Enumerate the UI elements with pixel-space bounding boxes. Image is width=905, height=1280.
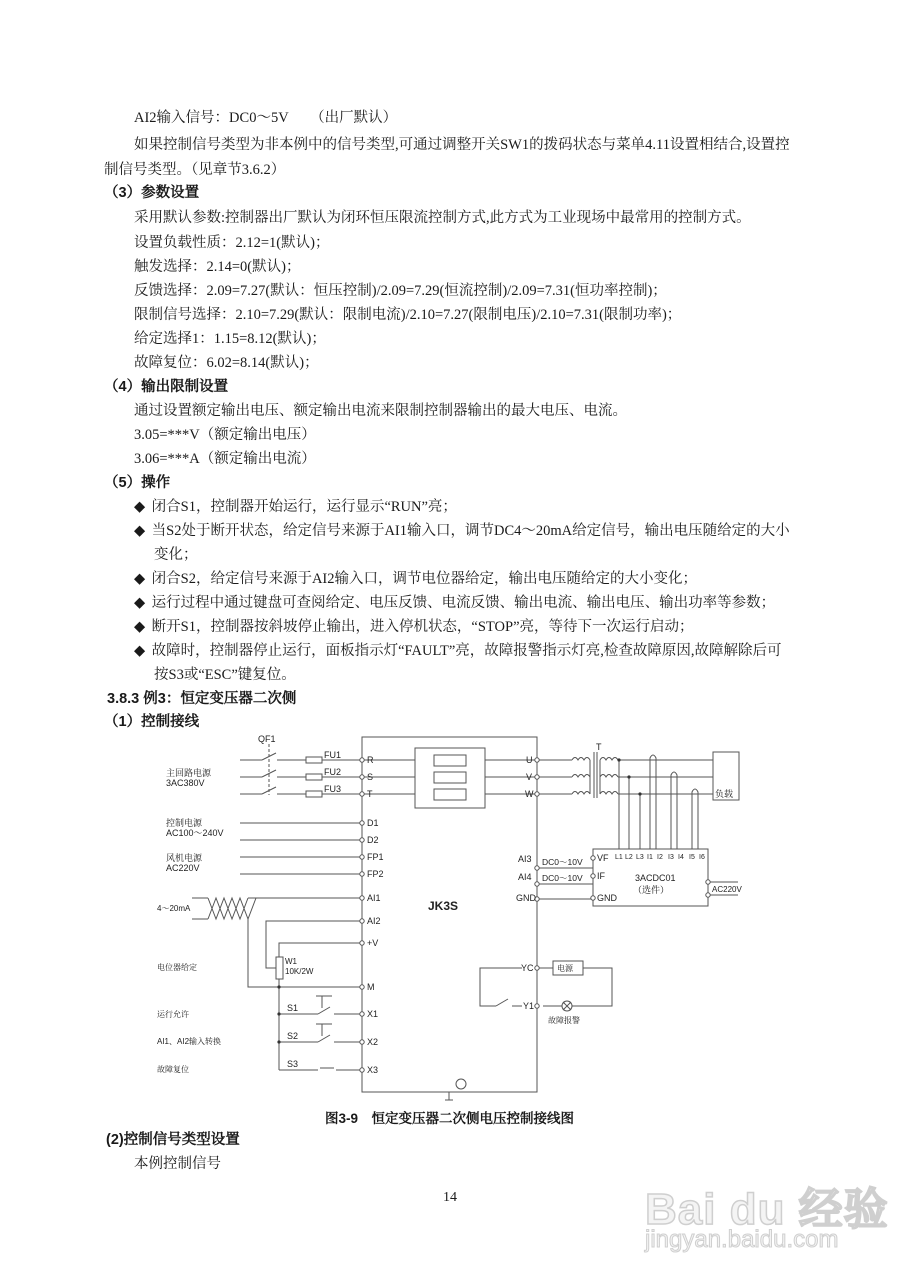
main-power-voltage: 3AC380V	[166, 778, 205, 788]
terminal-label: X1	[367, 1009, 379, 1019]
current-signal-label: 4～20mA	[157, 904, 191, 913]
section-383-title: 3.8.3 例3：恒定变压器二次侧	[107, 691, 297, 707]
signal-type-note: 如果控制信号类型为非本例中的信号类型,可通过调整开关SW1的拨码状态与菜单4.11设置相结合,设置控	[134, 137, 790, 153]
diamond-bullet-icon: ◆	[134, 595, 146, 611]
param-item: 限制信号选择：2.10=7.29(默认：限制电流)/2.10=7.27(限制电压)/2.10=7.31(限制功率)；	[134, 307, 682, 323]
module-terminal: I1	[647, 854, 653, 861]
param-item: 给定选择1：1.15=8.12(默认)；	[134, 331, 326, 347]
section-2-title: (2)控制信号类型设置	[106, 1132, 240, 1148]
terminal-label: GND	[516, 893, 536, 903]
fuse-label: FU2	[324, 767, 342, 777]
page-number: 14	[443, 1190, 457, 1205]
section-4-intro: 通过设置额定输出电压、额定输出电流来限制控制器输出的最大电压、电流。	[134, 403, 627, 419]
terminal-label: S	[367, 772, 374, 782]
controller-label: JK3S	[428, 899, 459, 913]
operation-bullet: ◆ 闭合S2，给定信号来源于AI2输入口，调节电位器给定，输出电压随给定的大小变化；	[134, 571, 697, 587]
section-1-title: （1）控制接线	[104, 714, 200, 730]
operation-bullet-cont: 按S3或“ESC”键复位。	[154, 667, 296, 683]
section-5-title: （5）操作	[104, 475, 171, 491]
relay-power-label: 电源	[557, 964, 573, 973]
baidu-watermark	[625, 1148, 895, 1268]
fault-reset-label: 故障复位	[157, 1065, 189, 1074]
terminal-label: X2	[367, 1037, 379, 1047]
module-terminal: L2	[625, 854, 633, 861]
terminal-label: FP2	[367, 869, 384, 879]
switch-label: S2	[287, 1031, 299, 1041]
signal-range-label: DC0～10V	[542, 873, 583, 883]
control-power-label: 控制电源	[166, 818, 203, 828]
fan-power-label: 风机电源	[166, 853, 203, 863]
terminal-label: W	[525, 789, 534, 799]
figure-caption: 图3-9 恒定变压器二次侧电压控制接线图	[325, 1111, 575, 1126]
terminal-label: V	[526, 772, 533, 782]
module-power: AC220V	[712, 885, 742, 894]
limit-item: 3.05=***V（额定输出电压）	[134, 427, 316, 443]
limit-item: 3.06=***A（额定输出电流）	[134, 451, 316, 467]
terminal-label: +V	[367, 938, 379, 948]
terminal-label: FP1	[367, 852, 384, 862]
section-2-text: 本例控制信号	[134, 1156, 221, 1172]
terminal-label: D2	[367, 835, 379, 845]
breaker-label: QF1	[258, 734, 276, 744]
run-enable-label: 运行允许	[157, 1010, 189, 1019]
param-item: 设置负载性质：2.12=1(默认)；	[134, 235, 330, 251]
terminal-label: AI2	[367, 916, 381, 926]
operation-bullet: ◆ 故障时，控制器停止运行，面板指示灯“FAULT”亮，故障报警指示灯亮,检查故障原因,故障解除后可	[134, 643, 782, 659]
operation-bullet-cont: 变化；	[154, 547, 198, 563]
ai-switch-label: AI1、AI2输入转换	[157, 1037, 222, 1046]
operation-bullet: ◆ 运行过程中通过键盘可查阅给定、电压反馈、电流反馈、输出电流、输出电压、输出功率等参数；	[134, 595, 776, 611]
terminal-label: YC	[521, 963, 534, 973]
switch-label: S3	[287, 1059, 299, 1069]
module-input: IF	[597, 871, 605, 881]
terminal-label: Y1	[523, 1001, 535, 1011]
module-terminal: I4	[678, 854, 684, 861]
module-terminal: I6	[699, 854, 705, 861]
terminal-label: M	[367, 982, 375, 992]
module-name: 3ACDC01	[635, 873, 676, 883]
param-item: 故障复位：6.02=8.14(默认)；	[134, 355, 319, 371]
terminal-label: X3	[367, 1065, 379, 1075]
diamond-bullet-icon: ◆	[134, 571, 146, 587]
operation-bullet: ◆ 当S2处于断开状态，给定信号来源于AI1输入口，调节DC4～20mA给定信号，输出电压随给定的大小	[134, 523, 790, 539]
diamond-bullet-icon: ◆	[134, 499, 146, 515]
param-item: 触发选择：2.14=0(默认)；	[134, 259, 301, 275]
module-input: VF	[597, 853, 609, 863]
module-terminal: I2	[657, 854, 663, 861]
terminal-label: AI1	[367, 893, 381, 903]
module-input: GND	[597, 893, 617, 903]
diamond-bullet-icon: ◆	[134, 523, 146, 539]
pot-given-label: 电位器给定	[157, 963, 197, 972]
fuse-label: FU3	[324, 784, 342, 794]
ai2-signal-line: AI2输入信号：DC0～5V （出厂默认）	[134, 110, 398, 126]
diamond-bullet-icon: ◆	[134, 619, 146, 635]
terminal-label: AI4	[518, 872, 532, 882]
alarm-label: 故障报警	[548, 1016, 580, 1025]
terminal-label: D1	[367, 818, 379, 828]
terminal-label: T	[367, 789, 373, 799]
diamond-bullet-icon: ◆	[134, 643, 146, 659]
signal-type-note-cont: 制信号类型。（见章节3.6.2）	[104, 162, 286, 178]
module-terminal: L3	[636, 854, 644, 861]
section-3-title: （3）参数设置	[104, 185, 200, 201]
module-terminal: I5	[689, 854, 695, 861]
section-4-title: （4）输出限制设置	[104, 379, 229, 395]
main-power-label: 主回路电源	[166, 768, 212, 778]
baidu-logo-icon: Bai du 经验	[645, 1185, 889, 1234]
operation-bullet: ◆ 断开S1，控制器按斜坡停止输出，进入停机状态，“STOP”亮，等待下一次运行启动；	[134, 619, 694, 635]
operation-bullet: ◆ 闭合S1，控制器开始运行，运行显示“RUN”亮；	[134, 499, 457, 515]
watermark-url: jingyan.baidu.com	[645, 1226, 839, 1253]
control-power-voltage: AC100～240V	[166, 828, 224, 838]
param-item: 反馈选择：2.09=7.27(默认：恒压控制)/2.09=7.29(恒流控制)/2.09=7.31(恒功率控制)；	[134, 283, 667, 299]
section-3-intro: 采用默认参数:控制器出厂默认为闭环恒压限流控制方式,此方式为工业现场中最常用的控制方式。	[134, 210, 751, 226]
module-note: （选件）	[633, 885, 670, 895]
terminal-label: U	[526, 755, 533, 765]
signal-range-label: DC0～10V	[542, 857, 583, 867]
fuse-label: FU1	[324, 750, 342, 760]
module-terminal: L1	[615, 854, 623, 861]
terminal-label: R	[367, 755, 374, 765]
fan-power-voltage: AC220V	[166, 863, 200, 873]
transformer-label: T	[596, 742, 602, 752]
pot-label: W1	[285, 957, 297, 966]
pot-spec: 10K/2W	[285, 967, 314, 976]
switch-label: S1	[287, 1003, 299, 1013]
terminal-label: AI3	[518, 854, 532, 864]
module-terminal: I3	[668, 854, 674, 861]
load-label: 负载	[715, 789, 734, 799]
